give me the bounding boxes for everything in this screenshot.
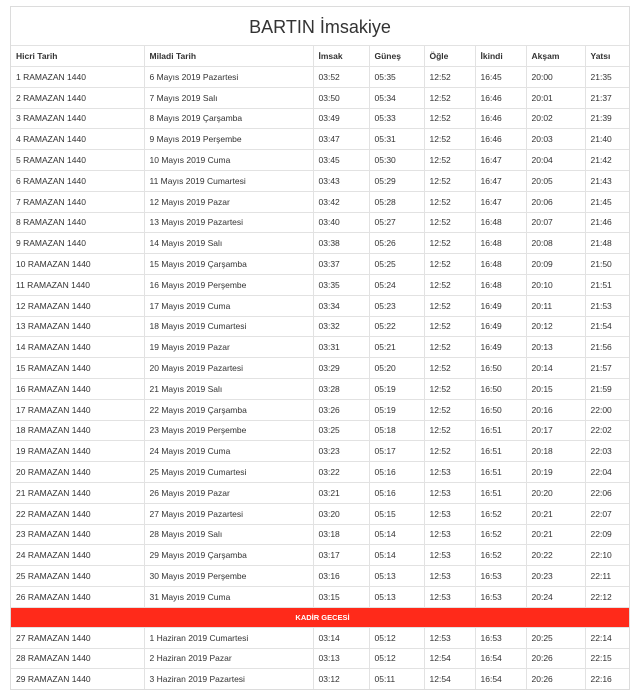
- aksam-cell: 20:24: [526, 586, 585, 607]
- imsak-cell: 03:29: [313, 358, 369, 379]
- ogle-cell: 12:52: [424, 358, 475, 379]
- yatsi-cell: 21:50: [585, 254, 629, 275]
- ogle-cell: 12:52: [424, 67, 475, 88]
- gunes-cell: 05:25: [369, 254, 424, 275]
- ogle-cell: 12:52: [424, 233, 475, 254]
- miladi-tarih-cell: 17 Mayıs 2019 Cuma: [144, 295, 313, 316]
- miladi-tarih-cell: 6 Mayıs 2019 Pazartesi: [144, 67, 313, 88]
- yatsi-cell: 22:03: [585, 441, 629, 462]
- miladi-tarih-cell: 13 Mayıs 2019 Pazartesi: [144, 212, 313, 233]
- aksam-cell: 20:26: [526, 648, 585, 669]
- yatsi-cell: 22:04: [585, 462, 629, 483]
- hicri-tarih-cell: 10 RAMAZAN 1440: [11, 254, 144, 275]
- miladi-tarih-cell: 26 Mayıs 2019 Pazar: [144, 482, 313, 503]
- ikindi-cell: 16:47: [475, 170, 526, 191]
- ikindi-cell: 16:45: [475, 67, 526, 88]
- yatsi-cell: 21:40: [585, 129, 629, 150]
- miladi-tarih-cell: 30 Mayıs 2019 Perşembe: [144, 566, 313, 587]
- gunes-cell: 05:16: [369, 482, 424, 503]
- imsak-cell: 03:38: [313, 233, 369, 254]
- table-row: [11, 378, 629, 399]
- ogle-cell: 12:52: [424, 191, 475, 212]
- gunes-cell: 05:24: [369, 274, 424, 295]
- aksam-cell: 20:22: [526, 545, 585, 566]
- gunes-cell: 05:16: [369, 462, 424, 483]
- imsak-cell: 03:40: [313, 212, 369, 233]
- table-row: [11, 441, 629, 462]
- hicri-tarih-cell: 29 RAMAZAN 1440: [11, 669, 144, 689]
- ikindi-cell: 16:47: [475, 191, 526, 212]
- aksam-cell: 20:14: [526, 358, 585, 379]
- aksam-cell: 20:12: [526, 316, 585, 337]
- miladi-tarih-cell: 19 Mayıs 2019 Pazar: [144, 337, 313, 358]
- ikindi-cell: 16:48: [475, 274, 526, 295]
- ikindi-cell: 16:46: [475, 87, 526, 108]
- imsak-cell: 03:22: [313, 462, 369, 483]
- miladi-tarih-cell: 27 Mayıs 2019 Pazartesi: [144, 503, 313, 524]
- table-row: [11, 337, 629, 358]
- ogle-cell: 12:52: [424, 399, 475, 420]
- ogle-cell: 12:52: [424, 441, 475, 462]
- aksam-cell: 20:11: [526, 295, 585, 316]
- ikindi-cell: 16:52: [475, 545, 526, 566]
- hicri-tarih-cell: 22 RAMAZAN 1440: [11, 503, 144, 524]
- yatsi-cell: 22:09: [585, 524, 629, 545]
- ogle-cell: 12:53: [424, 524, 475, 545]
- imsak-cell: 03:26: [313, 399, 369, 420]
- hicri-tarih-cell: 16 RAMAZAN 1440: [11, 378, 144, 399]
- table-row: [11, 274, 629, 295]
- table-row: [11, 295, 629, 316]
- gunes-cell: 05:34: [369, 87, 424, 108]
- miladi-tarih-cell: 14 Mayıs 2019 Salı: [144, 233, 313, 254]
- imsakiye-table: [11, 45, 629, 689]
- imsak-cell: 03:13: [313, 648, 369, 669]
- ikindi-cell: 16:49: [475, 316, 526, 337]
- miladi-tarih-cell: 24 Mayıs 2019 Cuma: [144, 441, 313, 462]
- table-row: [11, 627, 629, 648]
- yatsi-cell: 22:16: [585, 669, 629, 689]
- imsak-cell: 03:31: [313, 337, 369, 358]
- aksam-cell: 20:20: [526, 482, 585, 503]
- header-aksam: Akşam: [526, 46, 585, 67]
- yatsi-cell: 22:15: [585, 648, 629, 669]
- imsak-cell: 03:37: [313, 254, 369, 275]
- header-hicri-tarih: Hicri Tarih: [11, 46, 144, 67]
- aksam-cell: 20:10: [526, 274, 585, 295]
- ogle-cell: 12:52: [424, 108, 475, 129]
- yatsi-cell: 22:14: [585, 627, 629, 648]
- gunes-cell: 05:21: [369, 337, 424, 358]
- ikindi-cell: 16:52: [475, 524, 526, 545]
- yatsi-cell: 22:07: [585, 503, 629, 524]
- header-imsak: İmsak: [313, 46, 369, 67]
- gunes-cell: 05:14: [369, 545, 424, 566]
- hicri-tarih-cell: 17 RAMAZAN 1440: [11, 399, 144, 420]
- imsak-cell: 03:28: [313, 378, 369, 399]
- imsak-cell: 03:43: [313, 170, 369, 191]
- ogle-cell: 12:52: [424, 170, 475, 191]
- header-gunes: Güneş: [369, 46, 424, 67]
- yatsi-cell: 21:39: [585, 108, 629, 129]
- aksam-cell: 20:06: [526, 191, 585, 212]
- ogle-cell: 12:52: [424, 337, 475, 358]
- ogle-cell: 12:53: [424, 586, 475, 607]
- hicri-tarih-cell: 21 RAMAZAN 1440: [11, 482, 144, 503]
- hicri-tarih-cell: 14 RAMAZAN 1440: [11, 337, 144, 358]
- table-row: [11, 545, 629, 566]
- ikindi-cell: 16:51: [475, 420, 526, 441]
- yatsi-cell: 22:12: [585, 586, 629, 607]
- gunes-cell: 05:13: [369, 566, 424, 587]
- imsak-cell: 03:45: [313, 150, 369, 171]
- ogle-cell: 12:52: [424, 150, 475, 171]
- gunes-cell: 05:20: [369, 358, 424, 379]
- table-row: [11, 129, 629, 150]
- ogle-cell: 12:52: [424, 274, 475, 295]
- ikindi-cell: 16:51: [475, 441, 526, 462]
- ogle-cell: 12:52: [424, 295, 475, 316]
- hicri-tarih-cell: 9 RAMAZAN 1440: [11, 233, 144, 254]
- aksam-cell: 20:26: [526, 669, 585, 689]
- ogle-cell: 12:53: [424, 503, 475, 524]
- imsak-cell: 03:42: [313, 191, 369, 212]
- imsak-cell: 03:16: [313, 566, 369, 587]
- miladi-tarih-cell: 22 Mayıs 2019 Çarşamba: [144, 399, 313, 420]
- aksam-cell: 20:04: [526, 150, 585, 171]
- imsak-cell: 03:35: [313, 274, 369, 295]
- ikindi-cell: 16:50: [475, 378, 526, 399]
- miladi-tarih-cell: 21 Mayıs 2019 Salı: [144, 378, 313, 399]
- ikindi-cell: 16:53: [475, 586, 526, 607]
- ikindi-cell: 16:48: [475, 212, 526, 233]
- table-row: [11, 524, 629, 545]
- imsak-cell: 03:47: [313, 129, 369, 150]
- imsak-cell: 03:18: [313, 524, 369, 545]
- ikindi-cell: 16:53: [475, 627, 526, 648]
- hicri-tarih-cell: 3 RAMAZAN 1440: [11, 108, 144, 129]
- ogle-cell: 12:52: [424, 129, 475, 150]
- yatsi-cell: 22:11: [585, 566, 629, 587]
- miladi-tarih-cell: 23 Mayıs 2019 Perşembe: [144, 420, 313, 441]
- yatsi-cell: 21:56: [585, 337, 629, 358]
- gunes-cell: 05:19: [369, 399, 424, 420]
- hicri-tarih-cell: 5 RAMAZAN 1440: [11, 150, 144, 171]
- hicri-tarih-cell: 15 RAMAZAN 1440: [11, 358, 144, 379]
- gunes-cell: 05:17: [369, 441, 424, 462]
- aksam-cell: 20:00: [526, 67, 585, 88]
- header-ikindi: İkindi: [475, 46, 526, 67]
- imsak-cell: 03:23: [313, 441, 369, 462]
- imsak-cell: 03:34: [313, 295, 369, 316]
- imsak-cell: 03:52: [313, 67, 369, 88]
- miladi-tarih-cell: 15 Mayıs 2019 Çarşamba: [144, 254, 313, 275]
- table-row: [11, 170, 629, 191]
- table-row: [11, 233, 629, 254]
- aksam-cell: 20:05: [526, 170, 585, 191]
- miladi-tarih-cell: 1 Haziran 2019 Cumartesi: [144, 627, 313, 648]
- miladi-tarih-cell: 28 Mayıs 2019 Salı: [144, 524, 313, 545]
- imsak-cell: 03:49: [313, 108, 369, 129]
- ogle-cell: 12:53: [424, 545, 475, 566]
- yatsi-cell: 22:00: [585, 399, 629, 420]
- gunes-cell: 05:15: [369, 503, 424, 524]
- ogle-cell: 12:53: [424, 627, 475, 648]
- ogle-cell: 12:52: [424, 87, 475, 108]
- imsak-cell: 03:20: [313, 503, 369, 524]
- ikindi-cell: 16:51: [475, 462, 526, 483]
- imsak-cell: 03:32: [313, 316, 369, 337]
- table-row: [11, 503, 629, 524]
- header-miladi-tarih: Miladi Tarih: [144, 46, 313, 67]
- table-row: [11, 648, 629, 669]
- yatsi-cell: 21:46: [585, 212, 629, 233]
- ikindi-cell: 16:53: [475, 566, 526, 587]
- yatsi-cell: 21:54: [585, 316, 629, 337]
- imsak-cell: 03:17: [313, 545, 369, 566]
- miladi-tarih-cell: 16 Mayıs 2019 Perşembe: [144, 274, 313, 295]
- yatsi-cell: 22:06: [585, 482, 629, 503]
- header-yatsi: Yatsı: [585, 46, 629, 67]
- miladi-tarih-cell: 11 Mayıs 2019 Cumartesi: [144, 170, 313, 191]
- hicri-tarih-cell: 12 RAMAZAN 1440: [11, 295, 144, 316]
- miladi-tarih-cell: 2 Haziran 2019 Pazar: [144, 648, 313, 669]
- hicri-tarih-cell: 25 RAMAZAN 1440: [11, 566, 144, 587]
- ikindi-cell: 16:46: [475, 129, 526, 150]
- gunes-cell: 05:28: [369, 191, 424, 212]
- aksam-cell: 20:23: [526, 566, 585, 587]
- yatsi-cell: 22:10: [585, 545, 629, 566]
- imsakiye-panel: [10, 6, 630, 690]
- kadir-gecesi-row: [11, 607, 629, 627]
- hicri-tarih-cell: 24 RAMAZAN 1440: [11, 545, 144, 566]
- gunes-cell: 05:13: [369, 586, 424, 607]
- yatsi-cell: 22:02: [585, 420, 629, 441]
- gunes-cell: 05:27: [369, 212, 424, 233]
- ikindi-cell: 16:50: [475, 358, 526, 379]
- hicri-tarih-cell: 28 RAMAZAN 1440: [11, 648, 144, 669]
- ogle-cell: 12:52: [424, 254, 475, 275]
- ikindi-cell: 16:52: [475, 503, 526, 524]
- table-row: [11, 482, 629, 503]
- ikindi-cell: 16:54: [475, 669, 526, 689]
- miladi-tarih-cell: 29 Mayıs 2019 Çarşamba: [144, 545, 313, 566]
- kadir-gecesi-label: KADİR GECESİ: [11, 607, 629, 627]
- gunes-cell: 05:12: [369, 648, 424, 669]
- table-row: [11, 87, 629, 108]
- table-row: [11, 462, 629, 483]
- aksam-cell: 20:02: [526, 108, 585, 129]
- table-row: [11, 254, 629, 275]
- hicri-tarih-cell: 18 RAMAZAN 1440: [11, 420, 144, 441]
- gunes-cell: 05:29: [369, 170, 424, 191]
- table-row: [11, 399, 629, 420]
- yatsi-cell: 21:53: [585, 295, 629, 316]
- yatsi-cell: 21:35: [585, 67, 629, 88]
- imsak-cell: 03:25: [313, 420, 369, 441]
- hicri-tarih-cell: 23 RAMAZAN 1440: [11, 524, 144, 545]
- miladi-tarih-cell: 20 Mayıs 2019 Pazartesi: [144, 358, 313, 379]
- miladi-tarih-cell: 12 Mayıs 2019 Pazar: [144, 191, 313, 212]
- yatsi-cell: 21:59: [585, 378, 629, 399]
- table-row: [11, 586, 629, 607]
- aksam-cell: 20:08: [526, 233, 585, 254]
- table-row: [11, 191, 629, 212]
- aksam-cell: 20:01: [526, 87, 585, 108]
- gunes-cell: 05:33: [369, 108, 424, 129]
- yatsi-cell: 21:57: [585, 358, 629, 379]
- hicri-tarih-cell: 13 RAMAZAN 1440: [11, 316, 144, 337]
- ikindi-cell: 16:50: [475, 399, 526, 420]
- imsak-cell: 03:21: [313, 482, 369, 503]
- miladi-tarih-cell: 8 Mayıs 2019 Çarşamba: [144, 108, 313, 129]
- table-row: [11, 212, 629, 233]
- ikindi-cell: 16:46: [475, 108, 526, 129]
- hicri-tarih-cell: 8 RAMAZAN 1440: [11, 212, 144, 233]
- table-row: [11, 358, 629, 379]
- ogle-cell: 12:53: [424, 462, 475, 483]
- yatsi-cell: 21:51: [585, 274, 629, 295]
- yatsi-cell: 21:43: [585, 170, 629, 191]
- yatsi-cell: 21:37: [585, 87, 629, 108]
- miladi-tarih-cell: 3 Haziran 2019 Pazartesi: [144, 669, 313, 689]
- ogle-cell: 12:53: [424, 482, 475, 503]
- ogle-cell: 12:52: [424, 420, 475, 441]
- gunes-cell: 05:23: [369, 295, 424, 316]
- miladi-tarih-cell: 7 Mayıs 2019 Salı: [144, 87, 313, 108]
- imsak-cell: 03:12: [313, 669, 369, 689]
- header-ogle: Öğle: [424, 46, 475, 67]
- gunes-cell: 05:31: [369, 129, 424, 150]
- hicri-tarih-cell: 27 RAMAZAN 1440: [11, 627, 144, 648]
- ogle-cell: 12:54: [424, 669, 475, 689]
- gunes-cell: 05:11: [369, 669, 424, 689]
- gunes-cell: 05:14: [369, 524, 424, 545]
- ikindi-cell: 16:49: [475, 295, 526, 316]
- hicri-tarih-cell: 7 RAMAZAN 1440: [11, 191, 144, 212]
- aksam-cell: 20:16: [526, 399, 585, 420]
- table-body: [11, 67, 629, 690]
- miladi-tarih-cell: 18 Mayıs 2019 Cumartesi: [144, 316, 313, 337]
- ikindi-cell: 16:49: [475, 337, 526, 358]
- table-row: [11, 316, 629, 337]
- imsak-cell: 03:14: [313, 627, 369, 648]
- ogle-cell: 12:52: [424, 316, 475, 337]
- aksam-cell: 20:21: [526, 503, 585, 524]
- miladi-tarih-cell: 31 Mayıs 2019 Cuma: [144, 586, 313, 607]
- hicri-tarih-cell: 4 RAMAZAN 1440: [11, 129, 144, 150]
- aksam-cell: 20:03: [526, 129, 585, 150]
- table-row: [11, 108, 629, 129]
- table-row: [11, 420, 629, 441]
- ikindi-cell: 16:54: [475, 648, 526, 669]
- imsak-cell: 03:50: [313, 87, 369, 108]
- aksam-cell: 20:09: [526, 254, 585, 275]
- gunes-cell: 05:19: [369, 378, 424, 399]
- ikindi-cell: 16:47: [475, 150, 526, 171]
- gunes-cell: 05:35: [369, 67, 424, 88]
- yatsi-cell: 21:45: [585, 191, 629, 212]
- table-row: [11, 67, 629, 88]
- aksam-cell: 20:15: [526, 378, 585, 399]
- table-row: [11, 566, 629, 587]
- table-row: [11, 150, 629, 171]
- aksam-cell: 20:07: [526, 212, 585, 233]
- gunes-cell: 05:22: [369, 316, 424, 337]
- yatsi-cell: 21:48: [585, 233, 629, 254]
- aksam-cell: 20:25: [526, 627, 585, 648]
- aksam-cell: 20:21: [526, 524, 585, 545]
- hicri-tarih-cell: 11 RAMAZAN 1440: [11, 274, 144, 295]
- hicri-tarih-cell: 1 RAMAZAN 1440: [11, 67, 144, 88]
- aksam-cell: 20:17: [526, 420, 585, 441]
- imsak-cell: 03:15: [313, 586, 369, 607]
- gunes-cell: 05:12: [369, 627, 424, 648]
- ogle-cell: 12:53: [424, 566, 475, 587]
- gunes-cell: 05:18: [369, 420, 424, 441]
- gunes-cell: 05:30: [369, 150, 424, 171]
- ikindi-cell: 16:48: [475, 233, 526, 254]
- miladi-tarih-cell: 10 Mayıs 2019 Cuma: [144, 150, 313, 171]
- ikindi-cell: 16:51: [475, 482, 526, 503]
- hicri-tarih-cell: 2 RAMAZAN 1440: [11, 87, 144, 108]
- hicri-tarih-cell: 19 RAMAZAN 1440: [11, 441, 144, 462]
- gunes-cell: 05:26: [369, 233, 424, 254]
- ogle-cell: 12:52: [424, 378, 475, 399]
- ogle-cell: 12:54: [424, 648, 475, 669]
- table-row: [11, 669, 629, 689]
- page-title: BARTIN İmsakiye: [249, 17, 391, 37]
- yatsi-cell: 21:42: [585, 150, 629, 171]
- aksam-cell: 20:19: [526, 462, 585, 483]
- hicri-tarih-cell: 20 RAMAZAN 1440: [11, 462, 144, 483]
- ikindi-cell: 16:48: [475, 254, 526, 275]
- hicri-tarih-cell: 26 RAMAZAN 1440: [11, 586, 144, 607]
- aksam-cell: 20:13: [526, 337, 585, 358]
- ogle-cell: 12:52: [424, 212, 475, 233]
- miladi-tarih-cell: 25 Mayıs 2019 Cumartesi: [144, 462, 313, 483]
- miladi-tarih-cell: 9 Mayıs 2019 Perşembe: [144, 129, 313, 150]
- aksam-cell: 20:18: [526, 441, 585, 462]
- hicri-tarih-cell: 6 RAMAZAN 1440: [11, 170, 144, 191]
- table-header-row: [11, 46, 629, 67]
